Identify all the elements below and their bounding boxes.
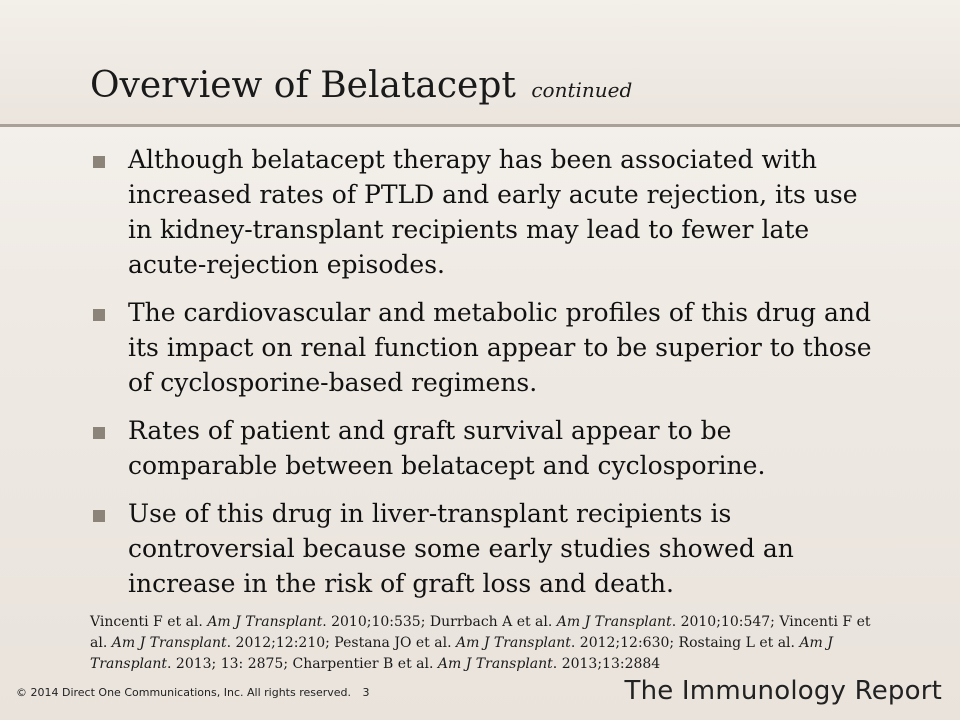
- slide-title: [90, 64, 632, 112]
- bullet-text: Although belatacept therapy has been associated with increased rates of PTLD and early acute rejection, its use in kidney-transplant recipients may lead to fewer late acute-rejection episodes.: [128, 145, 858, 279]
- bullet-item: [90, 413, 880, 483]
- page-number: 3: [362, 686, 370, 699]
- reference-segment: . 2012;12:210; Pestana JO et al.: [226, 635, 456, 651]
- reference-journal: Am J Transplant: [455, 635, 571, 651]
- slide-title-text: Overview of Belatacept: [90, 65, 516, 106]
- bullet-text: The cardiovascular and metabolic profiles of this drug and its impact on renal function appear to be superior to those of cyclosporine-based regimens.: [128, 298, 872, 397]
- references: [90, 612, 890, 675]
- reference-segment: . 2010;10:547; Vincenti F et al.: [90, 614, 871, 651]
- reference-segment: . 2013; 13: 2875; Charpentier B et al.: [167, 656, 438, 672]
- square-bullet-icon: [93, 427, 105, 439]
- bullet-text: Rates of patient and graft survival appear to be comparable between belatacept and cyclosporine.: [128, 416, 766, 480]
- bullet-item: [90, 496, 880, 601]
- bullet-list: [90, 142, 880, 614]
- title-divider: [0, 124, 960, 127]
- title-bar: [0, 0, 960, 124]
- square-bullet-icon: [93, 309, 105, 321]
- reference-segment: . 2012;12:630; Rostaing L et al.: [570, 635, 800, 651]
- reference-segment: . 2013;13:2884: [552, 656, 661, 672]
- reference-journal: Am J Transplant: [90, 635, 833, 672]
- reference-journal: Am J Transplant: [556, 614, 672, 630]
- square-bullet-icon: [93, 156, 105, 168]
- slide-title-suffix: continued: [531, 78, 633, 102]
- reference-journal: Am J Transplant: [111, 635, 227, 651]
- square-bullet-icon: [93, 510, 105, 522]
- copyright-notice: © 2014 Direct One Communications, Inc. All rights reserved.: [16, 686, 352, 699]
- footer: [16, 686, 370, 699]
- bullet-item: [90, 295, 880, 400]
- reference-journal: Am J Transplant: [207, 614, 323, 630]
- brand-logo: The Immunology Report: [624, 676, 942, 706]
- reference-journal: Am J Transplant: [437, 656, 553, 672]
- bullet-text: Use of this drug in liver-transplant recipients is controversial because some early studies showed an increase in the risk of graft loss and death.: [128, 499, 794, 598]
- reference-segment: . 2010;10:535; Durrbach A et al.: [322, 614, 557, 630]
- bullet-item: [90, 142, 880, 282]
- reference-segment: Vincenti F et al.: [90, 614, 208, 630]
